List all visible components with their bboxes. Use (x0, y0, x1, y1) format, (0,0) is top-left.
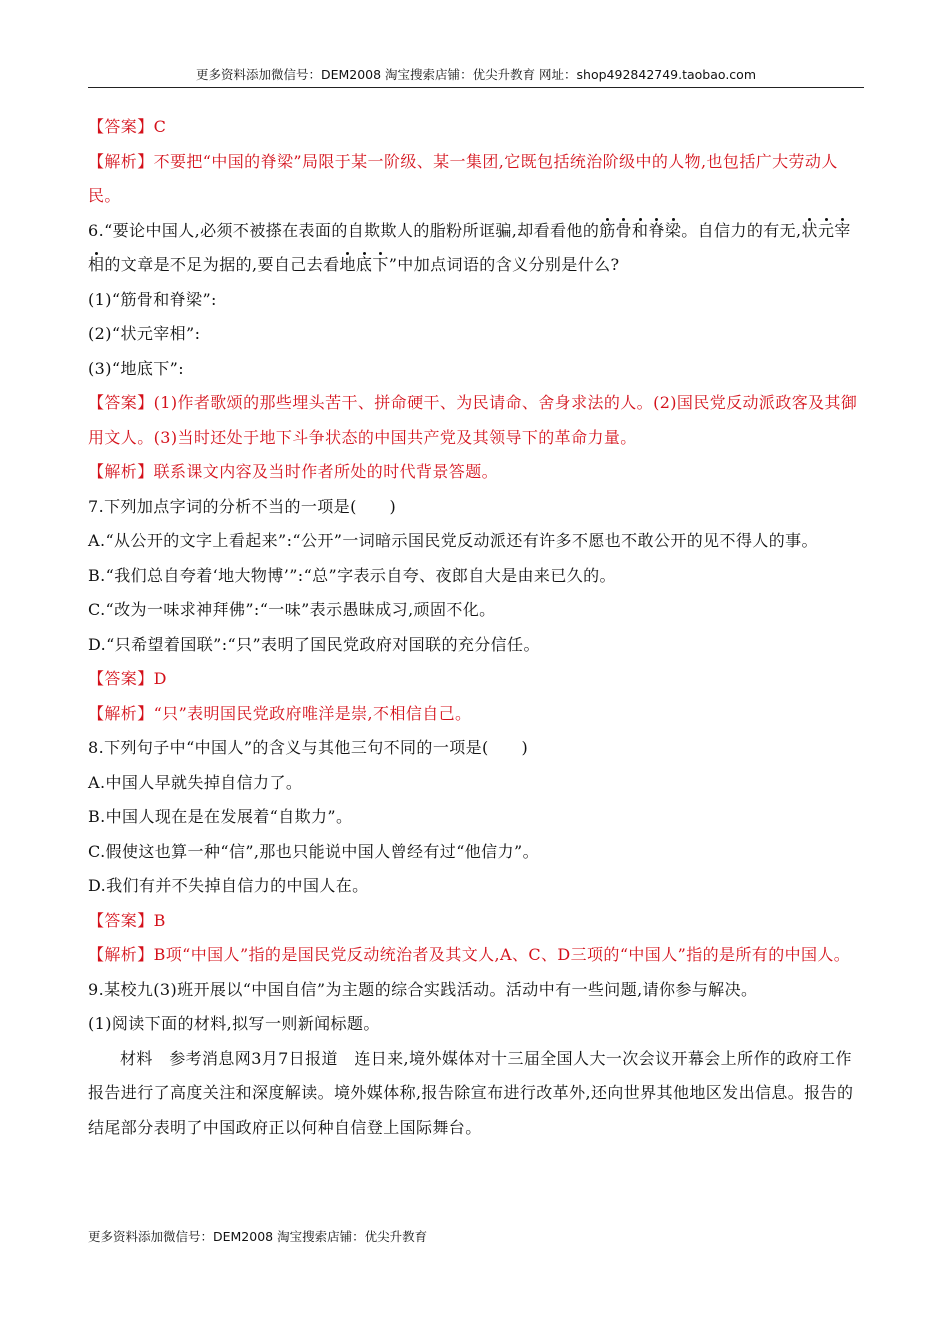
dotted-char: 状 (801, 220, 818, 240)
answer-5: 【答案】C (88, 117, 167, 136)
dotted-char: 和 (632, 220, 649, 240)
dotted-char: 宰 (834, 220, 851, 240)
answer-8: 【答案】B (88, 910, 166, 930)
dotted-char: 底 (355, 255, 373, 274)
question-6: 6.“要论中国人,必须不被搽在表面的自欺欺人的脂粉所诓骗,却看看他的筋骨和脊梁。自信力的有无,状元宰相的文章是不足为据的,要自己去看地底下”中加点词语的含义分别是什么? (88, 220, 851, 274)
question-9: 9.某校九(3)班开展以“中国自信”为主题的综合实践活动。活动中有一些问题,请你参与解决。 (88, 979, 758, 999)
dotted-char: 脊 (648, 220, 665, 240)
header-divider (88, 87, 864, 88)
question-6-part-2: (2)“状元宰相”: (88, 324, 201, 343)
page-header: 更多资料添加微信号：DEM2008 淘宝搜索店铺：优尖升教育 网址：shop492842749.taobao.com (195, 67, 757, 82)
option-7b: B.“我们总自夸着‘地大物博’”:“总”字表示自夸、夜郎自大是由来已久的。 (88, 565, 616, 585)
option-8d: D.我们有并不失掉自信力的中国人在。 (88, 876, 369, 895)
analysis-8: 【解析】B项“中国人”指的是国民党反动统治者及其文人,A、C、D三项的“中国人”指的是所有的中国人。 (88, 945, 851, 964)
option-7d: D.“只希望着国联”:“只”表明了国民党政府对国联的充分信任。 (88, 634, 540, 654)
dotted-char: 筋 (599, 220, 616, 240)
question-8: 8.下列句子中“中国人”的含义与其他三句不同的一项是( ) (88, 738, 529, 757)
option-7a: A.“从公开的文字上看起来”:“公开”一词暗示国民党反动派还有许多不愿也不敢公开的见不得人的事。 (88, 531, 818, 550)
option-8b: B.中国人现在是在发展着“自欺力”。 (88, 807, 353, 826)
question-6-part-1: (1)“筋骨和脊梁”: (88, 289, 217, 309)
answer-6: 【答案】(1)作者歌颂的那些埋头苦干、拼命硬干、为民请命、舍身求法的人。(2)国民党反动派政客及其御用文人。(3)当时还处于地下斗争状态的中国共产党及其领导下的革命力量。 (88, 393, 858, 447)
dotted-char: 相 (88, 255, 105, 274)
question-9-part-1: (1)阅读下面的材料,拟写一则新闻标题。 (88, 1014, 380, 1033)
answer-7: 【答案】D (88, 669, 167, 688)
emphasized-term (340, 255, 389, 274)
analysis-6: 【解析】联系课文内容及当时作者所处的时代背景答题。 (88, 462, 499, 481)
page-footer: 更多资料添加微信号：DEM2008 淘宝搜索店铺：优尖升教育 (88, 1229, 428, 1244)
option-8a: A.中国人早就失掉自信力了。 (88, 772, 303, 792)
dotted-char: 元 (817, 220, 835, 240)
analysis-7: 【解析】“只”表明国民党政府唯洋是崇,不相信自己。 (88, 703, 472, 723)
emphasized-term (599, 221, 681, 240)
option-7c: C.“改为一味求神拜佛”:“一味”表示愚昧成习,顽固不化。 (88, 600, 496, 619)
document-body (88, 110, 862, 1145)
option-8c: C.假使这也算一种“信”,那也只能说中国人曾经有过“他信力”。 (88, 841, 539, 861)
dotted-char: 地 (339, 255, 356, 274)
question-7: 7.下列加点字词的分析不当的一项是( ) (88, 496, 397, 516)
dotted-char: 骨 (615, 220, 633, 240)
dotted-char: 梁 (664, 220, 682, 240)
dotted-char: 下 (372, 255, 389, 274)
analysis-5: 【解析】不要把“中国的脊梁”局限于某一阶级、某一集团,它既包括统治阶级中的人物,也包括广大劳动人民。 (88, 151, 838, 205)
material-passage: 材料 参考消息网3月7日报道 连日来,境外媒体对十三届全国人大一次会议开幕会上所作的政府工作报告进行了高度关注和深度解读。境外媒体称,报告除宣布进行改革外,还向世界其他地区发出信息。报告的结尾部分表明了中国政府正以何种自信登上国际舞台。 (88, 1048, 854, 1137)
question-6-part-3: (3)“地底下”: (88, 358, 185, 378)
